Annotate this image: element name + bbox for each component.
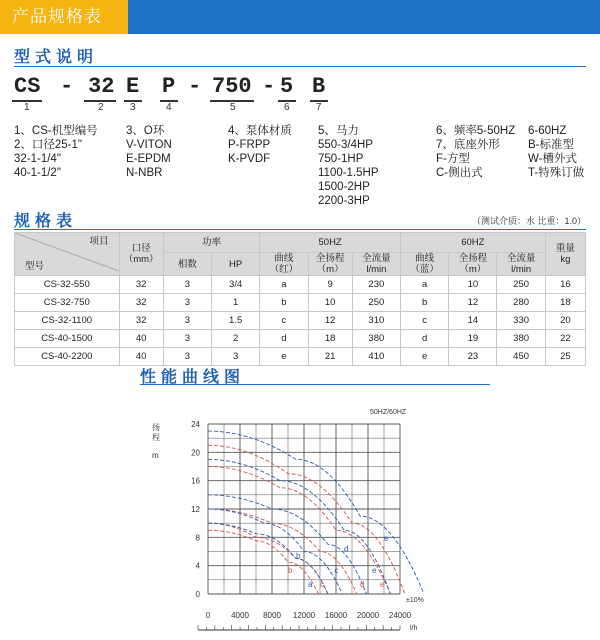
notes-col-6: 6-60HZ B-标准型 W-槽外式 T-特殊订做 — [528, 125, 585, 179]
table-row — [15, 312, 586, 330]
notes-col-4: 5、马力 550-3/4HP 750-1HP 1100-1.5HP 1500-2HP 2200-3HP — [318, 125, 379, 207]
section-divider — [14, 229, 586, 230]
header-curve-50: 曲线 （红） — [260, 253, 308, 276]
x-tick-label: 8000 — [263, 611, 281, 620]
header-60hz: 60HZ — [400, 233, 545, 253]
cell-curve-50: b — [260, 294, 308, 312]
curve-label: d — [360, 579, 365, 589]
cell-flow-50: 380 — [352, 330, 400, 348]
performance-chart — [140, 390, 440, 640]
header-item-model: 项目 型号 — [15, 233, 120, 276]
table-row — [15, 276, 586, 294]
x-tick-label: 12000 — [292, 611, 316, 620]
curve-label: c — [320, 579, 324, 589]
cell-curve-60: a — [400, 276, 448, 294]
model-section-title: 型式说明 — [14, 49, 99, 66]
cell-flow-50: 230 — [352, 276, 400, 294]
code-dash: - — [262, 74, 276, 99]
code-dash: - — [188, 74, 202, 99]
curve-label: b — [288, 565, 293, 575]
cell-curve-50: d — [260, 330, 308, 348]
cell-bore: 32 — [119, 276, 163, 294]
cell-head-50: 21 — [308, 348, 352, 366]
spec-table — [14, 232, 586, 366]
table-row — [15, 330, 586, 348]
notes-col-3: 4、泵体材质 P-FRPP K-PVDF — [228, 125, 292, 165]
cell-flow-60: 380 — [497, 330, 545, 348]
cell-model: CS-40-2200 — [15, 348, 120, 366]
y-tick-label: 8 — [195, 533, 200, 543]
code-part: P — [162, 74, 176, 99]
cell-curve-50: e — [260, 348, 308, 366]
y-tick-label: 20 — [191, 448, 200, 458]
header-head-60: 全扬程 （m） — [449, 253, 497, 276]
cell-flow-50: 310 — [352, 312, 400, 330]
cell-hp: 3/4 — [212, 276, 260, 294]
cell-bore: 40 — [119, 330, 163, 348]
cell-bore: 32 — [119, 294, 163, 312]
y-axis-label: 程 — [152, 433, 160, 442]
curve-line-0 — [208, 530, 318, 594]
curve-label: e — [372, 565, 377, 575]
spec-section-title: 规格表 — [14, 213, 78, 230]
code-part: B — [312, 74, 326, 99]
cell-model: CS-40-1500 — [15, 330, 120, 348]
cell-head-60: 12 — [449, 294, 497, 312]
code-part: 750 — [212, 74, 252, 99]
code-index: 1 — [24, 102, 30, 113]
curve-section-title: 性能曲线图 — [140, 369, 246, 386]
code-index: 7 — [316, 102, 322, 113]
cell-flow-60: 450 — [497, 348, 545, 366]
header-weight: 重量 kg — [545, 233, 585, 276]
header-flow-60: 全流量 l/min — [497, 253, 545, 276]
header-flow-50: 全流量 l/min — [352, 253, 400, 276]
y-tick-label: 0 — [195, 590, 200, 599]
cell-curve-60: e — [400, 348, 448, 366]
x-tick-label: 24000 — [388, 611, 412, 620]
cell-phase: 3 — [163, 312, 211, 330]
cell-head-60: 19 — [449, 330, 497, 348]
curve-label: a — [308, 579, 313, 589]
cell-model: CS-32-750 — [15, 294, 120, 312]
cell-phase: 3 — [163, 276, 211, 294]
cell-head-50: 18 — [308, 330, 352, 348]
cell-hp: 1 — [212, 294, 260, 312]
cell-head-60: 10 — [449, 276, 497, 294]
x-tick-label: 16000 — [324, 611, 348, 620]
header-hp: HP — [212, 253, 260, 276]
cell-weight: 16 — [545, 276, 585, 294]
curve-label: d — [344, 544, 349, 554]
cell-curve-60: c — [400, 312, 448, 330]
cell-bore: 40 — [119, 348, 163, 366]
cell-head-60: 14 — [449, 312, 497, 330]
code-index: 2 — [98, 102, 104, 113]
cell-weight: 18 — [545, 294, 585, 312]
cell-hp: 2 — [212, 330, 260, 348]
section-divider — [140, 384, 490, 385]
header-head-50: 全扬程 （m） — [308, 253, 352, 276]
cell-model: CS-32-550 — [15, 276, 120, 294]
table-row — [15, 294, 586, 312]
tolerance-text: ±10% — [406, 597, 424, 604]
code-index: 3 — [130, 102, 136, 113]
cell-weight: 22 — [545, 330, 585, 348]
y-tick-label: 12 — [191, 505, 200, 514]
cell-head-50: 9 — [308, 276, 352, 294]
notes-col-2: 3、O环 V-VITON E-EPDM N-NBR — [126, 125, 172, 179]
cell-phase: 3 — [163, 348, 211, 366]
code-dash: - — [60, 74, 74, 99]
x-axis-unit: l/h — [410, 625, 418, 632]
cell-flow-60: 250 — [497, 276, 545, 294]
cell-hp: 1.5 — [212, 312, 260, 330]
x-tick-label: 4000 — [231, 611, 249, 620]
y-axis-label: 扬 — [152, 423, 160, 432]
cell-curve-50: a — [260, 276, 308, 294]
curve-label: b — [296, 551, 301, 561]
cell-head-50: 10 — [308, 294, 352, 312]
section-tag: 产品规格表 — [0, 0, 128, 34]
y-tick-label: 4 — [195, 561, 200, 571]
model-code — [0, 74, 600, 114]
cell-model: CS-32-1100 — [15, 312, 120, 330]
notes-col-1: 1、CS-机型编号 2、口径25-1" 32-1-1/4" 40-1-1/2" — [14, 125, 98, 179]
cell-head-50: 12 — [308, 312, 352, 330]
code-index: 5 — [230, 102, 236, 113]
cell-phase: 3 — [163, 330, 211, 348]
curve-line-7 — [208, 495, 366, 594]
header-power: 功率 — [163, 233, 260, 253]
cell-curve-60: d — [400, 330, 448, 348]
cell-weight: 20 — [545, 312, 585, 330]
cell-flow-60: 280 — [497, 294, 545, 312]
cell-phase: 3 — [163, 294, 211, 312]
code-index: 4 — [166, 102, 172, 113]
cell-weight: 25 — [545, 348, 585, 366]
cell-head-60: 23 — [449, 348, 497, 366]
code-part: CS — [14, 74, 41, 99]
cell-flow-60: 330 — [497, 312, 545, 330]
y-tick-label: 16 — [191, 476, 200, 486]
table-row — [15, 348, 586, 366]
cell-flow-50: 410 — [352, 348, 400, 366]
cell-curve-50: c — [260, 312, 308, 330]
header-bore: 口径 （mm） — [119, 233, 163, 276]
header-curve-60: 曲线 （蓝） — [400, 253, 448, 276]
code-part: E — [126, 74, 140, 99]
legend-text: 50HZ/60HZ — [370, 409, 407, 416]
cell-curve-60: b — [400, 294, 448, 312]
code-part: 32 — [88, 74, 115, 99]
section-divider — [14, 66, 586, 67]
curve-label: c — [334, 565, 339, 575]
code-index: 6 — [284, 102, 290, 113]
notes-col-5: 6、频率5-50HZ 7、底座外形 F-方型 C-侧出式 — [436, 125, 516, 179]
y-axis-unit: m — [152, 451, 159, 460]
cell-flow-50: 250 — [352, 294, 400, 312]
cell-bore: 32 — [119, 312, 163, 330]
x-tick-label: 0 — [205, 611, 211, 620]
curve-label: e — [380, 579, 385, 589]
header-phase: 相数 — [163, 253, 211, 276]
header-50hz: 50HZ — [260, 233, 401, 253]
x-tick-label: 20000 — [356, 611, 380, 620]
curve-label: e — [384, 533, 389, 543]
y-tick-label: 24 — [191, 420, 200, 429]
test-condition: （测试介质：水 比重：1.0） — [471, 216, 586, 226]
cell-hp: 3 — [212, 348, 260, 366]
code-part: 5 — [280, 74, 294, 99]
